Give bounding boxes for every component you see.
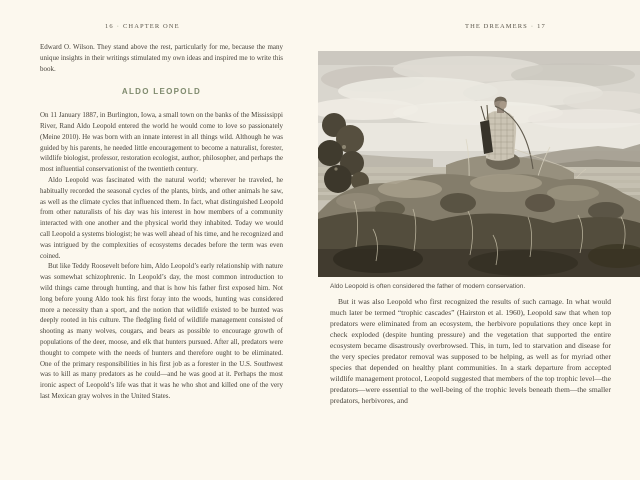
aldo-leopold-photo [318, 51, 640, 277]
body-paragraph: But it was also Leopold who first recognized the results of such carnage. In what would much later be termed “trophic cascades” (Hairston et al. 1960), Leopold saw that when top predators were eliminated from an ecosystem, the herbivore populations they once kept in check exploded (despite hunting pressure) and the vegetation that supported the entire ecosystem became disastrously overbrowsed. This, in turn, led to starvation and disease for the very species predator removal was supposed to be helping, as well as for myriad other species that depended on healthy plant communities. In a stark departure from accepted wildlife management protocol, Leopold suggested that members of the top trophic level—the predators—were essential to the well-being of the trophic levels beneath them—the smaller predators, herbivores, and [330, 297, 611, 405]
continuation-paragraph: Edward O. Wilson. They stand above the rest, particularly for me, because the many unique insights in their writings stimulated my own ideas and inspired me to write this book. [40, 43, 283, 73]
running-head-separator: · [530, 23, 535, 30]
photo-clouds [318, 56, 640, 151]
running-head-separator: · [116, 23, 120, 30]
running-head-right [465, 23, 546, 30]
section-heading: ALDO LEOPOLD [121, 87, 202, 97]
right-page-text-column [330, 296, 611, 406]
page-number-right: 17 [537, 23, 546, 30]
running-head-left [105, 23, 180, 30]
chapter-title: CHAPTER ONE [122, 23, 180, 30]
body-paragraph: But like Teddy Roosevelt before him, Aldo Leopold’s early relationship with nature was somewhat schizophrenic. In Leopold’s day, the most common introduction to wild things came through hunting, and that is how his father first exposed him. Not long before young Aldo took his first foray into the woods, hunting was considered more a necessity than a sport, and the notion that wildlife existed to be hunted was deeply rooted in his culture. The fledgling field of wildlife management consisted of shooting as many wolves, cougars, and bears as possible to encourage growth of populations of the deer, moose, and elk that hunters pursued. After all, predators were thought to compete with the needs of hunters and therefore ought to be eliminated. One of the primary responsibilities in his first job as a forester in the U.S. Southwest was to kill as many predators as he could—and he was good at it. Perhaps the most ironic aspect of Leopold’s life was that it was he who shot and killed one of the very last Mexican gray wolves in the United States. [40, 262, 283, 400]
body-paragraph: Aldo Leopold was fascinated with the natural world; wherever he traveled, he habitually recorded the seasonal cycles of the plants, birds, and other animals he saw, as well as the climate cycles that influenced them. In fact, what distinguished Leopold from other naturalists of his day was his interest in how members of a community interacted with one another and the physical world they inhabited. Today we would call Leopold a systems biologist; he was well ahead of his time, and he recognized and was intrigued by the complexities of ecosystems decades before the term was even coined. [40, 175, 283, 260]
page-number-left: 16 [105, 23, 114, 30]
left-page-text-column [40, 42, 283, 402]
body-paragraph: On 11 January 1887, in Burlington, Iowa, a small town on the banks of the Mississippi River, Rand Aldo Leopold entered the world he would come to love so passionately (Meine 2010). He was born with an innate interest in all things wild. Although he was guided by his parents, he needed little encouragement to become a naturalist, forester, wildlife biologist, professor, restoration ecologist, author, philosopher, and perhaps the most influential conservationist of the twentieth century. [40, 111, 283, 174]
section-title-right: THE DREAMERS [465, 23, 528, 30]
photo-rock-shadow [318, 211, 640, 277]
photo-caption: Aldo Leopold is often considered the father of modern conservation. [330, 283, 526, 290]
